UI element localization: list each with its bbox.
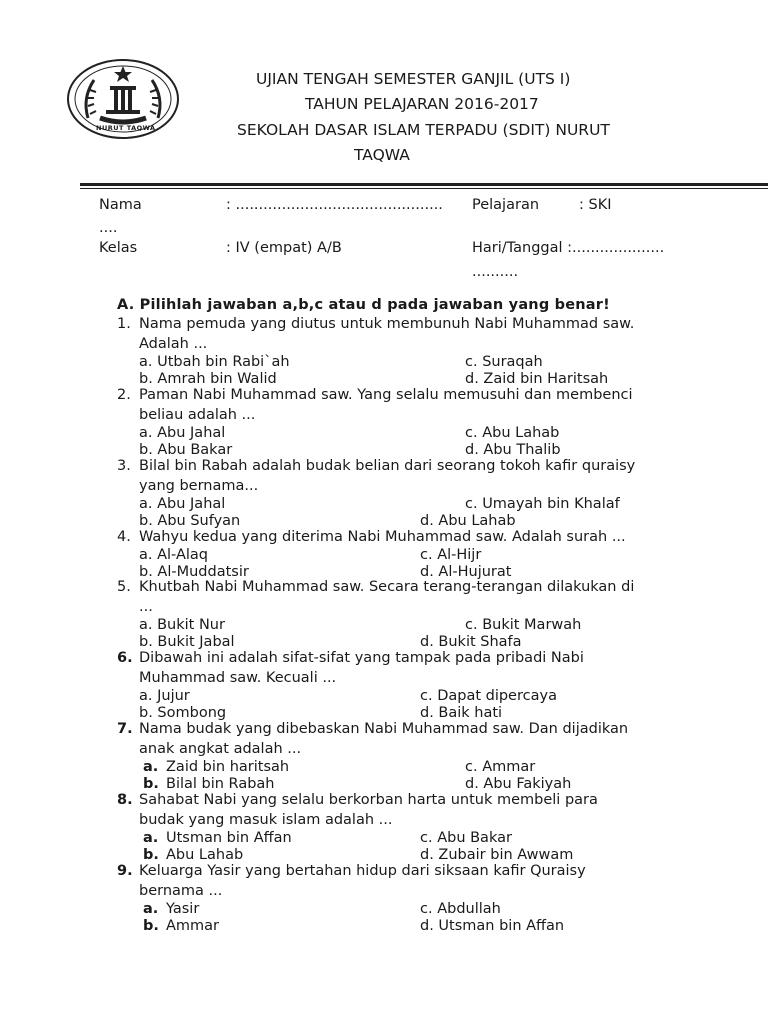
- question-text-continuation: ...: [139, 599, 153, 615]
- header-line-3: SEKOLAH DASAR ISLAM TERPADU (SDIT) NURUT: [237, 121, 610, 139]
- option-b: b. Amrah bin Walid: [139, 371, 277, 387]
- question-text-continuation: beliau adalah ...: [139, 407, 256, 423]
- option-a: a. Al-Alaq: [139, 547, 209, 563]
- option-b: b. Sombong: [139, 705, 227, 721]
- kelas-value: : IV (empat) A/B: [226, 240, 342, 256]
- nama-label: Nama: [99, 197, 142, 213]
- logo-text: NURUT TAQWA: [96, 124, 156, 132]
- option-d: d. Abu Fakiyah: [465, 776, 572, 792]
- option-a: a. Utbah bin Rabi`ah: [139, 354, 290, 370]
- question-number: 4.: [117, 529, 131, 545]
- option-d: d. Bukit Shafa: [420, 634, 522, 650]
- option-a: Utsman bin Affan: [166, 830, 292, 846]
- option-b: Bilal bin Rabah: [166, 776, 275, 792]
- option-c: c. Abu Lahab: [465, 425, 560, 441]
- nama-value: : .............................................: [226, 197, 443, 213]
- question-text: Paman Nabi Muhammad saw. Yang selalu memusuhi dan membenci: [139, 387, 633, 403]
- question-number: 3.: [117, 458, 131, 474]
- pelajaran-value: : SKI: [579, 197, 612, 213]
- option-d: d. Abu Thalib: [465, 442, 561, 458]
- hari-tanggal-continuation: ..........: [472, 264, 519, 280]
- question-number: 5.: [117, 579, 131, 595]
- option-a-letter: a.: [143, 901, 159, 917]
- option-b: b. Abu Bakar: [139, 442, 233, 458]
- question-text-continuation: anak angkat adalah ...: [139, 741, 302, 757]
- question-text: Bilal bin Rabah adalah budak belian dari seorang tokoh kafir quraisy: [139, 458, 636, 474]
- header-line-1: UJIAN TENGAH SEMESTER GANJIL (UTS I): [256, 70, 571, 88]
- option-c: c. Umayah bin Khalaf: [465, 496, 620, 512]
- question-number: 1.: [117, 316, 131, 332]
- option-c: c. Bukit Marwah: [465, 617, 582, 633]
- nama-continuation: ....: [99, 220, 118, 236]
- question-text: Nama pemuda yang diutus untuk membunuh Nabi Muhammad saw.: [139, 316, 635, 332]
- option-c: c. Dapat dipercaya: [420, 688, 557, 704]
- header-divider-thin: [80, 188, 768, 189]
- option-a: a. Bukit Nur: [139, 617, 225, 633]
- pelajaran-label: Pelajaran: [472, 197, 540, 213]
- question-text-continuation: yang bernama...: [139, 478, 259, 494]
- option-c: c. Abdullah: [420, 901, 501, 917]
- option-a: a. Abu Jahal: [139, 496, 226, 512]
- option-b: Abu Lahab: [166, 847, 244, 863]
- option-b-letter: b.: [143, 918, 159, 934]
- question-number: 9.: [117, 863, 133, 879]
- option-a: a. Jujur: [139, 688, 190, 704]
- option-a: Yasir: [166, 901, 200, 917]
- question-text: Nama budak yang dibebaskan Nabi Muhammad saw. Dan dijadikan: [139, 721, 629, 737]
- kelas-label: Kelas: [99, 240, 138, 256]
- option-b: b. Al-Muddatsir: [139, 564, 249, 580]
- hari-tanggal-label: Hari/Tanggal :....................: [472, 240, 665, 256]
- option-a: a. Abu Jahal: [139, 425, 226, 441]
- option-c: c. Al-Hijr: [420, 547, 482, 563]
- question-text-continuation: budak yang masuk islam adalah ...: [139, 812, 393, 828]
- question-text-continuation: Adalah ...: [139, 336, 208, 352]
- header-line-2: TAHUN PELAJARAN 2016-2017: [305, 95, 539, 113]
- question-text-continuation: bernama ...: [139, 883, 223, 899]
- option-a-letter: a.: [143, 759, 159, 775]
- question-number: 8.: [117, 792, 133, 808]
- question-text: Sahabat Nabi yang selalu berkorban harta untuk membeli para: [139, 792, 598, 808]
- question-number: 2.: [117, 387, 131, 403]
- option-b: b. Bukit Jabal: [139, 634, 235, 650]
- option-d: d. Abu Lahab: [420, 513, 516, 529]
- option-c: c. Abu Bakar: [420, 830, 512, 846]
- option-d: d. Baik hati: [420, 705, 503, 721]
- question-text: Wahyu kedua yang diterima Nabi Muhammad saw. Adalah surah ...: [139, 529, 626, 545]
- question-number: 6.: [117, 650, 133, 666]
- option-c: c. Suraqah: [465, 354, 543, 370]
- school-logo: [66, 58, 180, 140]
- question-text: Keluarga Yasir yang bertahan hidup dari siksaan kafir Quraisy: [139, 863, 586, 879]
- option-b-letter: b.: [143, 847, 159, 863]
- option-c: c. Ammar: [465, 759, 536, 775]
- option-b: Ammar: [166, 918, 220, 934]
- option-d: d. Zaid bin Haritsah: [465, 371, 609, 387]
- question-number: 7.: [117, 721, 133, 737]
- question-text: Dibawah ini adalah sifat-sifat yang tampak pada pribadi Nabi: [139, 650, 584, 666]
- header-divider-thick: [80, 183, 768, 186]
- option-b-letter: b.: [143, 776, 159, 792]
- section-title: A. Pilihlah jawaban a,b,c atau d pada jawaban yang benar!: [117, 297, 610, 313]
- question-text: Khutbah Nabi Muhammad saw. Secara terang-terangan dilakukan di: [139, 579, 635, 595]
- option-b: b. Abu Sufyan: [139, 513, 241, 529]
- option-a-letter: a.: [143, 830, 159, 846]
- option-a: Zaid bin haritsah: [166, 759, 290, 775]
- question-text-continuation: Muhammad saw. Kecuali ...: [139, 670, 337, 686]
- header-line-4: TAQWA: [354, 146, 410, 164]
- option-d: d. Al-Hujurat: [420, 564, 512, 580]
- option-d: d. Zubair bin Awwam: [420, 847, 574, 863]
- option-d: d. Utsman bin Affan: [420, 918, 565, 934]
